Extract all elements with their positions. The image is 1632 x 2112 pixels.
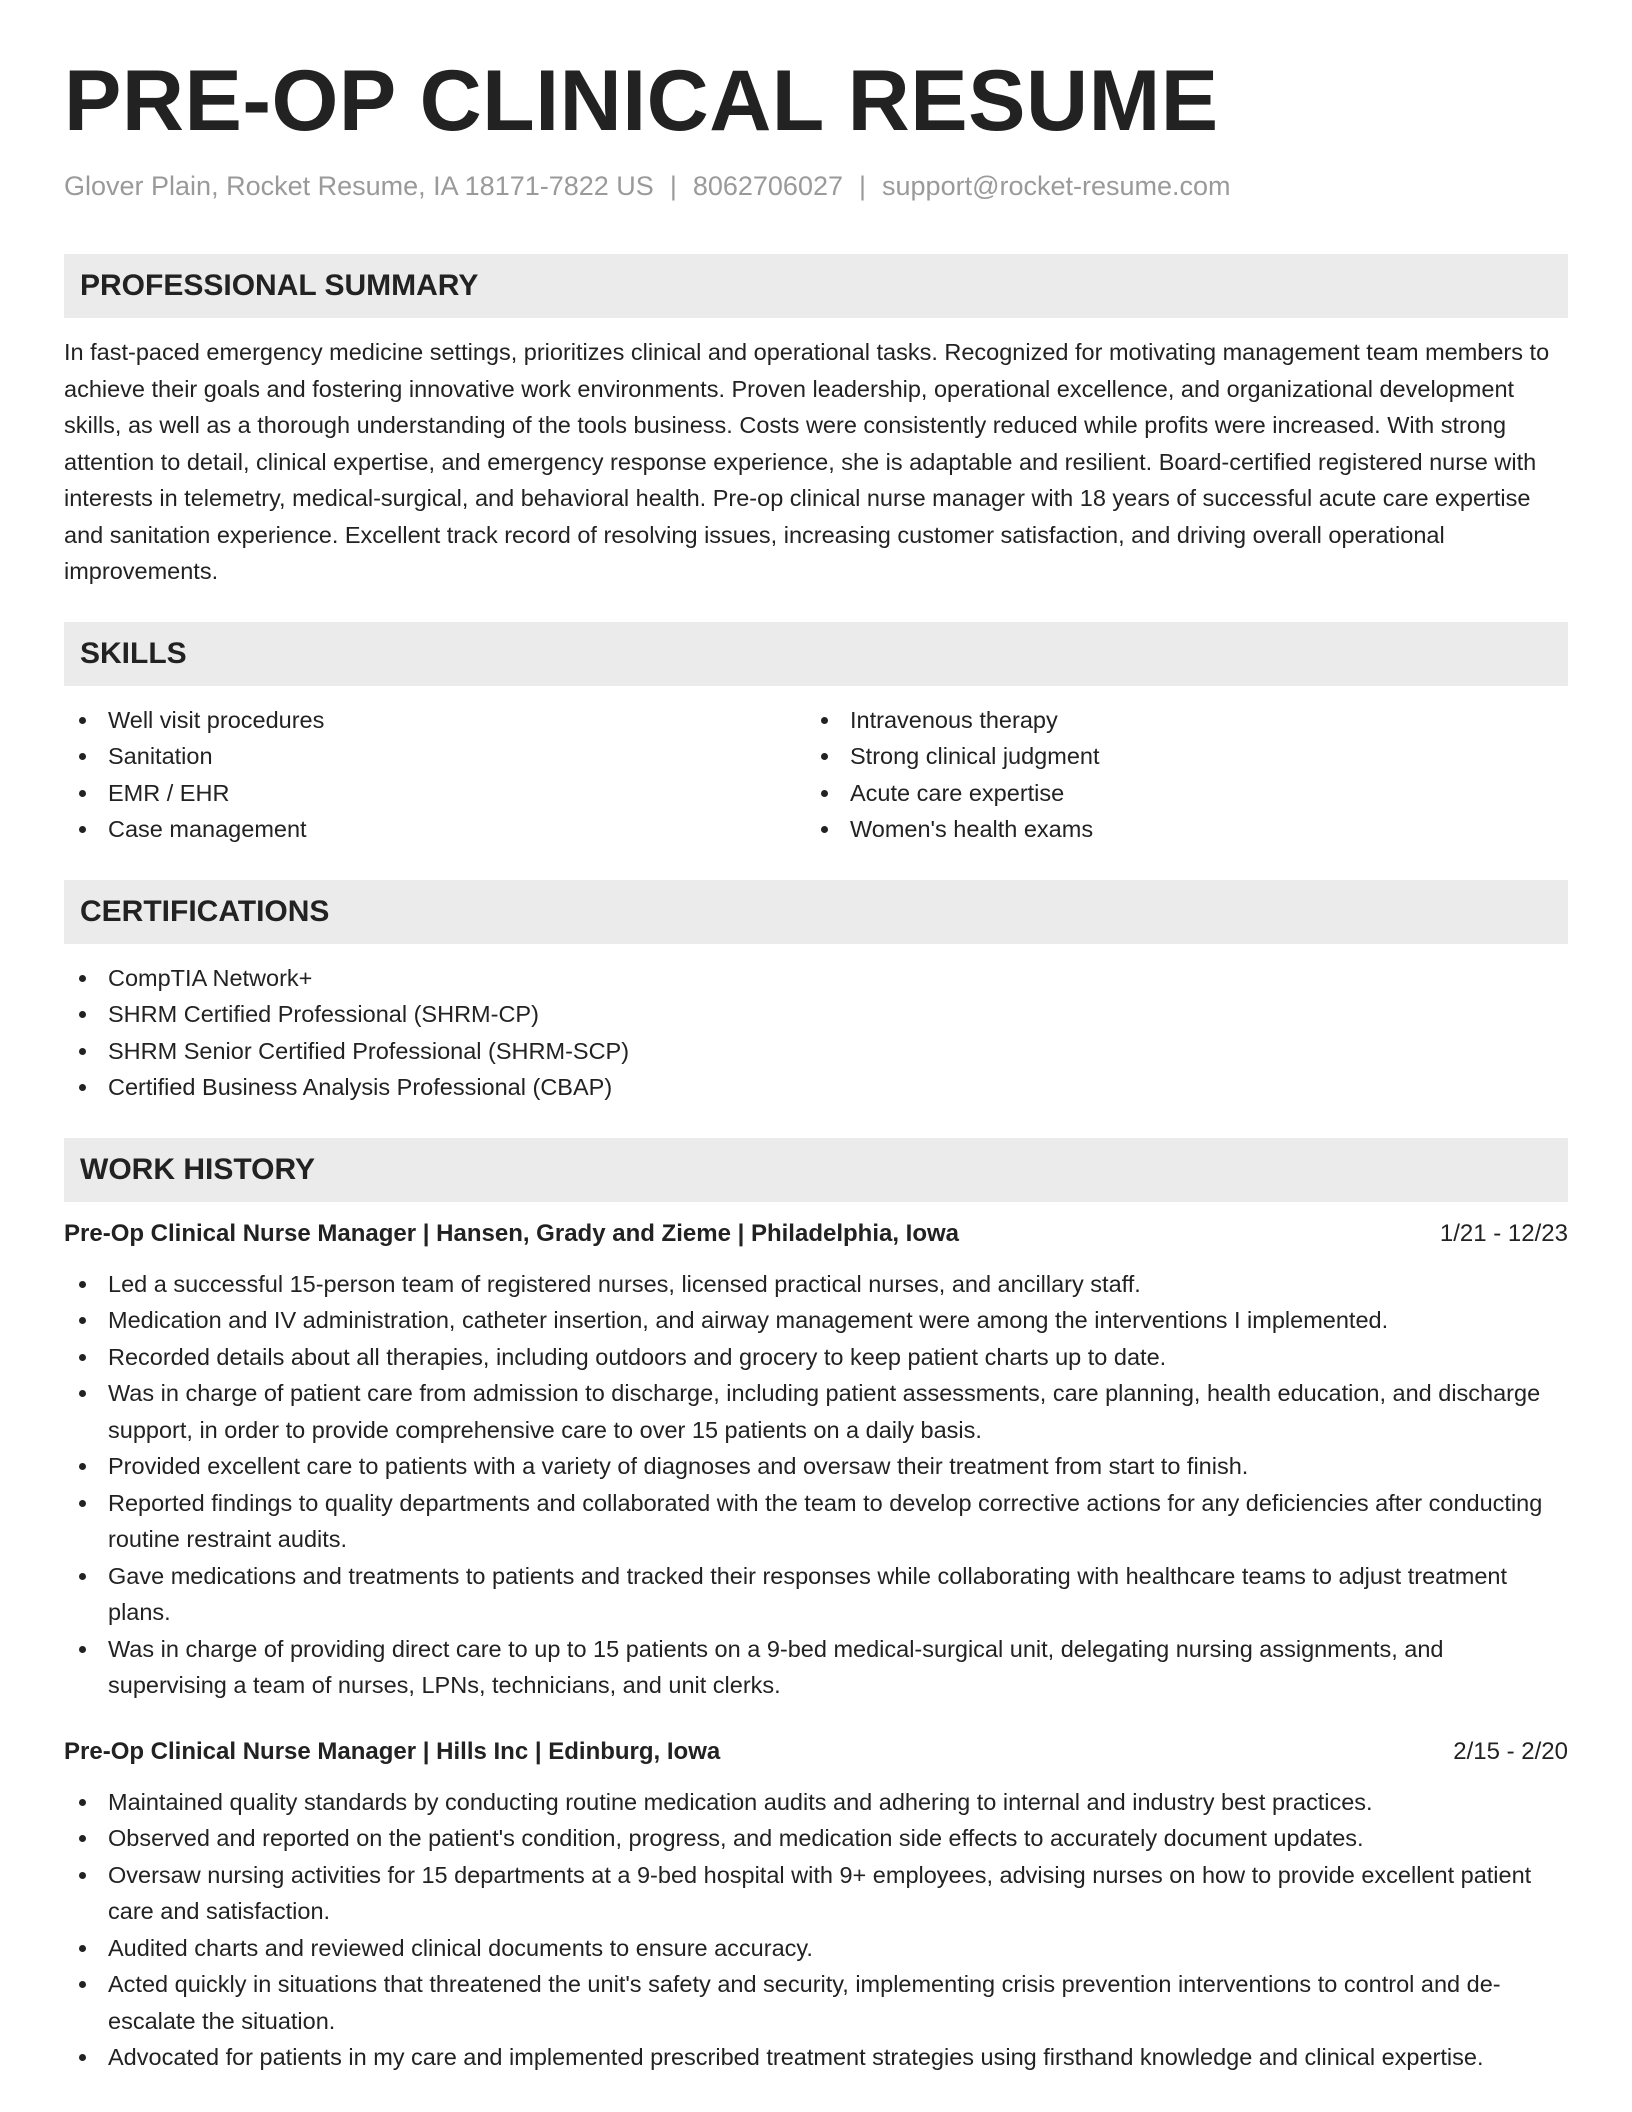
job-title: Pre-Op Clinical Nurse Manager | Hills Inc | Edinburg, Iowa <box>64 1737 721 1765</box>
skills-column-left <box>64 702 806 848</box>
skills-column-right <box>806 702 1548 848</box>
section-heading-summary: PROFESSIONAL SUMMARY <box>64 254 1568 318</box>
contact-separator: | <box>859 171 867 201</box>
job-bullets <box>64 1784 1568 2076</box>
job-header <box>64 1216 1568 1252</box>
job-bullet: Oversaw nursing activities for 15 departments at a 9-bed hospital with 9+ employees, advising nurses on how to provide excellent patient care and satisfaction. <box>64 1857 1568 1930</box>
skill-item: Intravenous therapy <box>806 702 1548 739</box>
summary-text: In fast-paced emergency medicine settings, prioritizes clinical and operational tasks. Recognized for motivating management team members to achieve their goals and fostering innovative work environments. Proven leadership, operational excellence, and organizational development skills, as well as a thorough understanding of the tools business. Costs were consistently reduced while profits were increased. With strong attention to detail, clinical expertise, and emergency response experience, she is adaptable and resilient. Board-certified registered nurse with interests in telemetry, medical-surgical, and behavioral health. Pre-op clinical nurse manager with 18 years of successful acute care expertise and sanitation experience. Excellent track record of resolving issues, increasing customer satisfaction, and driving overall operational improvements. <box>64 339 1550 585</box>
job-bullet: Was in charge of providing direct care to up to 15 patients on a 9-bed medical-surgical unit, delegating nursing assignments, and supervising a team of nurses, LPNs, technicians, and unit clerks. <box>64 1631 1568 1704</box>
job-bullet: Gave medications and treatments to patients and tracked their responses while collaborating with healthcare teams to adjust treatment plans. <box>64 1558 1568 1631</box>
job-dates: 1/21 - 12/23 <box>1439 1219 1568 1247</box>
skill-item: Sanitation <box>64 738 806 775</box>
job-entry <box>64 1734 1568 2076</box>
job-dates: 2/15 - 2/20 <box>1453 1737 1568 1765</box>
job-bullet: Medication and IV administration, catheter insertion, and airway management were among the interventions I implemented. <box>64 1302 1568 1339</box>
contact-address: Glover Plain, Rocket Resume, IA 18171-7822 US <box>64 171 654 201</box>
contact-phone: 8062706027 <box>692 171 843 201</box>
job-bullet: Audited charts and reviewed clinical documents to ensure accuracy. <box>64 1930 1568 1967</box>
job-bullet: Was in charge of patient care from admission to discharge, including patient assessments, care planning, health education, and discharge support, in order to provide comprehensive care to over 15 patients on a daily basis. <box>64 1375 1568 1448</box>
certification-item: Certified Business Analysis Professional (CBAP) <box>64 1069 1568 1106</box>
section-heading-certifications: CERTIFICATIONS <box>64 880 1568 944</box>
job-entry <box>64 1216 1568 1704</box>
job-bullet: Acted quickly in situations that threatened the unit's safety and security, implementing crisis prevention interventions to control and de-escalate the situation. <box>64 1966 1568 2039</box>
certification-item: CompTIA Network+ <box>64 960 1568 997</box>
skill-item: Women's health exams <box>806 811 1548 848</box>
skill-item: Case management <box>64 811 806 848</box>
job-bullet: Recorded details about all therapies, including outdoors and grocery to keep patient charts up to date. <box>64 1339 1568 1376</box>
certification-item: SHRM Certified Professional (SHRM-CP) <box>64 996 1568 1033</box>
contact-email: support@rocket-resume.com <box>882 171 1231 201</box>
certification-item: SHRM Senior Certified Professional (SHRM-SCP) <box>64 1033 1568 1070</box>
section-heading-work-history: WORK HISTORY <box>64 1138 1568 1202</box>
job-bullet: Maintained quality standards by conducting routine medication audits and adhering to internal and industry best practices. <box>64 1784 1568 1821</box>
job-bullet: Advocated for patients in my care and implemented prescribed treatment strategies using firsthand knowledge and clinical expertise. <box>64 2039 1568 2076</box>
skill-item: Acute care expertise <box>806 775 1548 812</box>
skills-list <box>64 702 1568 848</box>
resume-title: PRE-OP CLINICAL RESUME <box>64 53 1219 149</box>
job-header <box>64 1734 1568 1770</box>
job-bullet: Led a successful 15-person team of registered nurses, licensed practical nurses, and ancillary staff. <box>64 1266 1568 1303</box>
job-title: Pre-Op Clinical Nurse Manager | Hansen, Grady and Zieme | Philadelphia, Iowa <box>64 1219 960 1247</box>
job-bullet: Reported findings to quality departments and collaborated with the team to develop corrective actions for any deficiencies after conducting routine restraint audits. <box>64 1485 1568 1558</box>
contact-separator: | <box>669 171 677 201</box>
skill-item: Strong clinical judgment <box>806 738 1548 775</box>
section-heading-skills: SKILLS <box>64 622 1568 686</box>
job-bullet: Provided excellent care to patients with a variety of diagnoses and oversaw their treatment from start to finish. <box>64 1448 1568 1485</box>
job-bullets <box>64 1266 1568 1704</box>
skill-item: Well visit procedures <box>64 702 806 739</box>
resume-page <box>64 0 1568 2076</box>
certifications-list <box>64 960 1568 1106</box>
contact-line <box>64 170 1568 202</box>
job-bullet: Observed and reported on the patient's condition, progress, and medication side effects to accurately document updates. <box>64 1820 1568 1857</box>
skill-item: EMR / EHR <box>64 775 806 812</box>
